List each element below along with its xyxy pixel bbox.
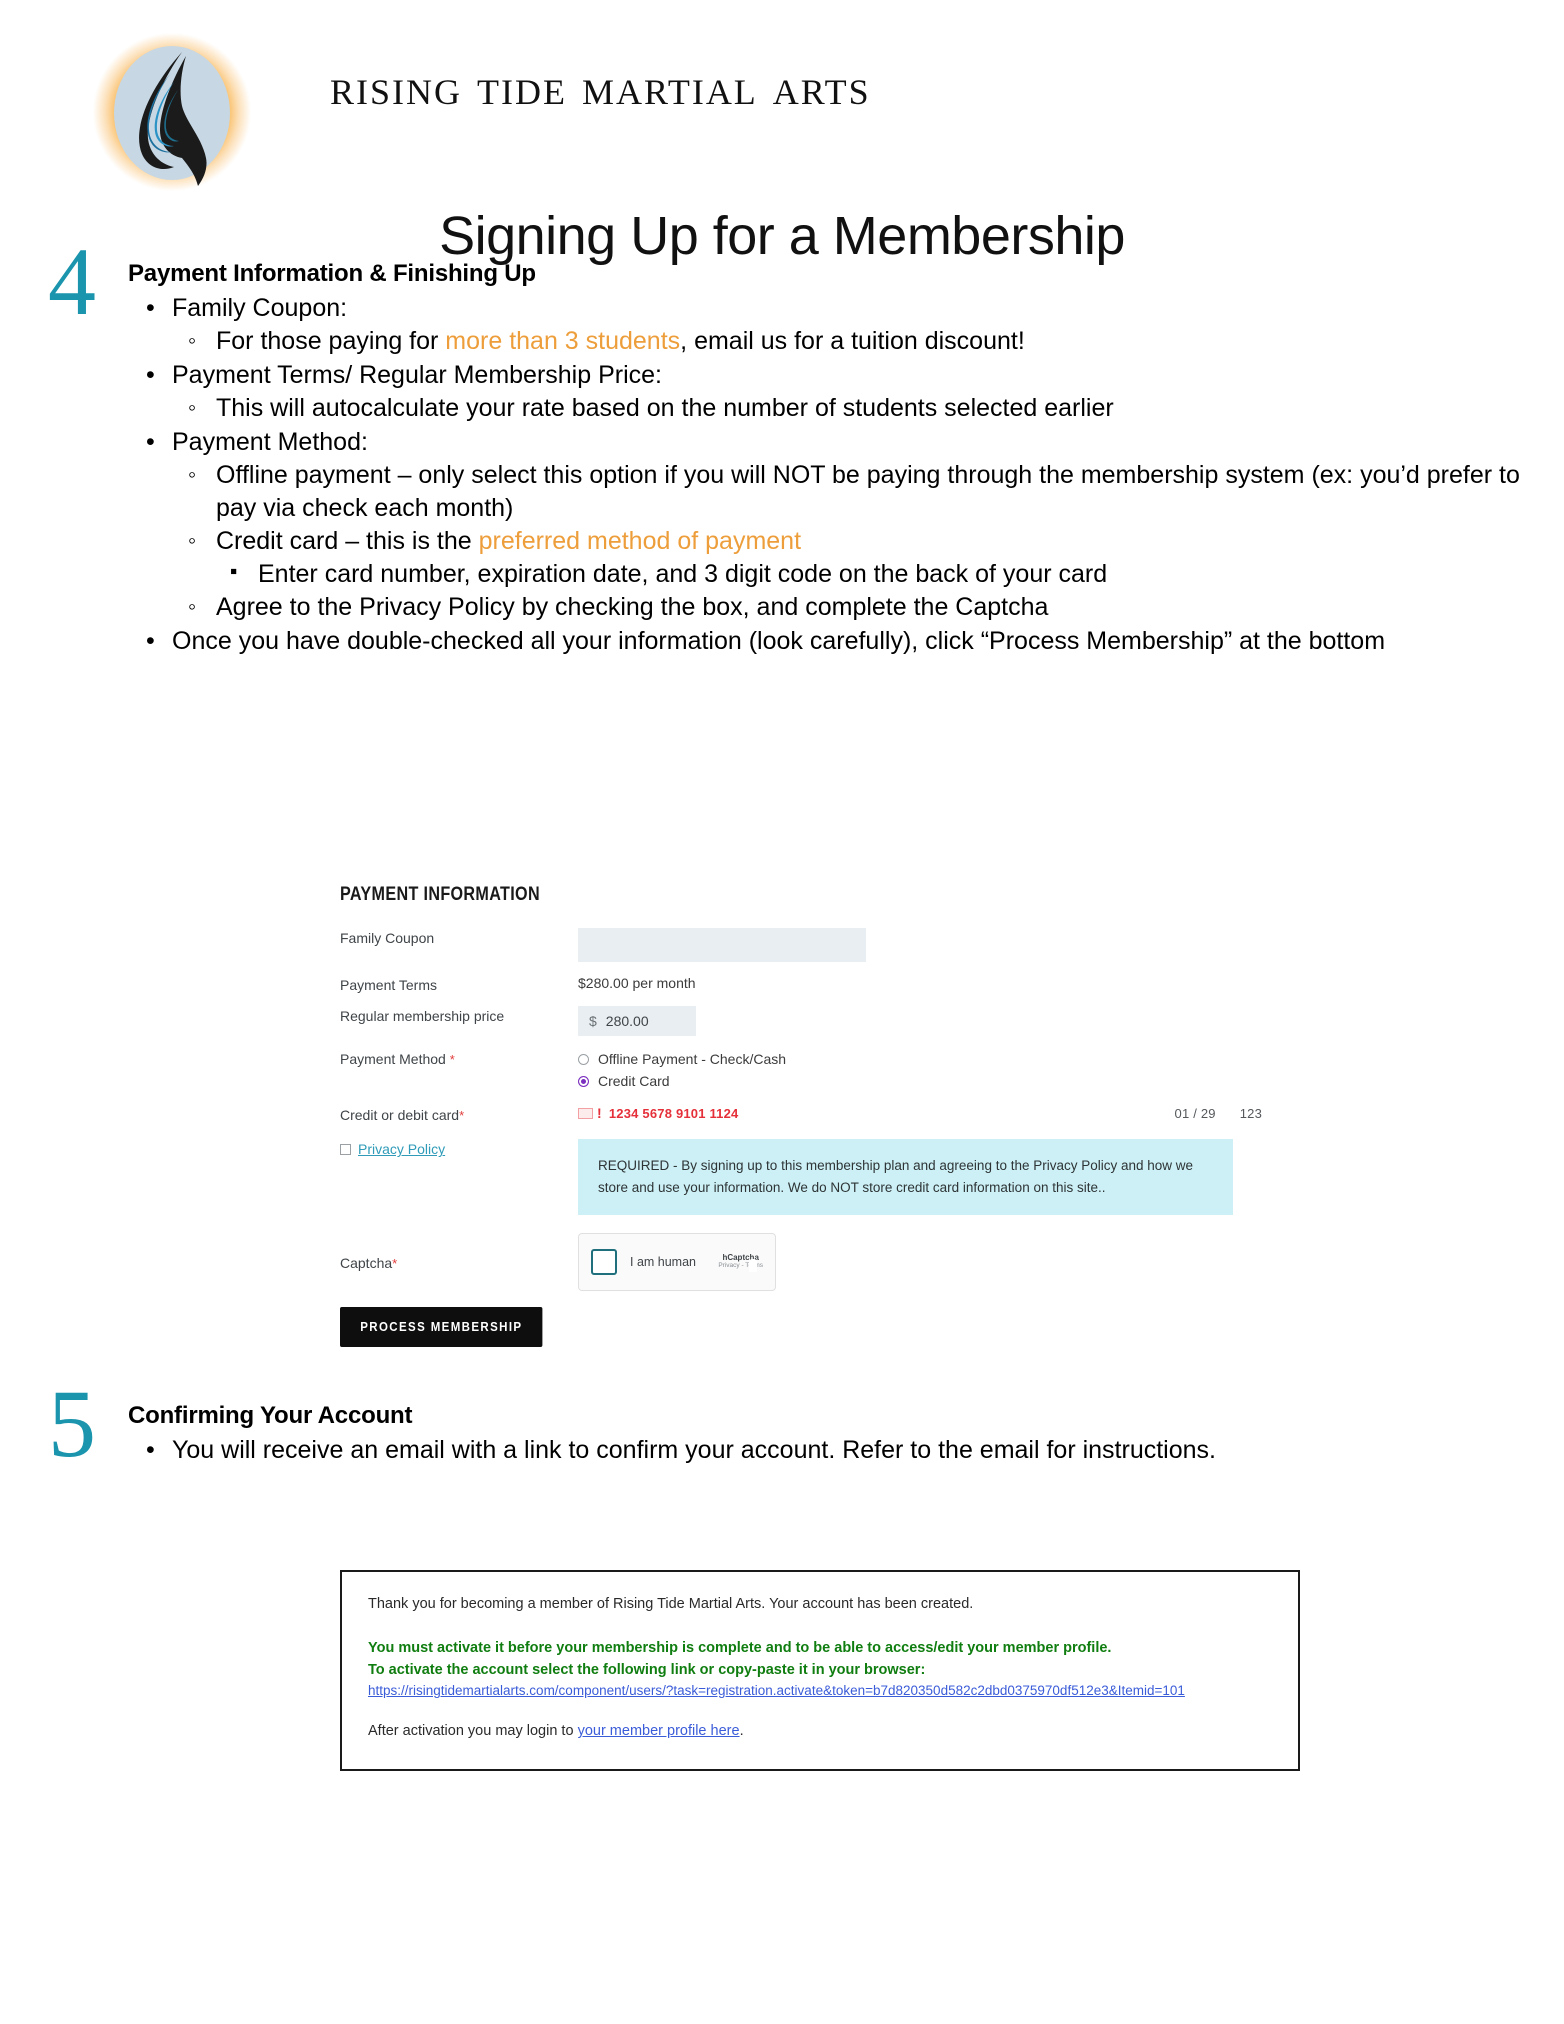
privacy-policy-row	[340, 1139, 1280, 1214]
email-thankyou-line: Thank you for becoming a member of Rising Tide Martial Arts. Your account has been created.	[368, 1596, 974, 1612]
radio-icon[interactable]	[578, 1054, 589, 1065]
credit-card-number: 1234 5678 9101 1124	[608, 1105, 739, 1121]
captcha-widget-wrap	[578, 1233, 1280, 1291]
email-activate-notice: You must activate it before your membership is complete and to be able to access/edit your member profile.	[368, 1639, 1112, 1656]
text-fragment: For those paying for	[216, 327, 446, 355]
step-5-section	[0, 1370, 1564, 1477]
email-spacer-2	[368, 1703, 1272, 1721]
credit-card-label-text: Credit or debit card	[340, 1107, 460, 1124]
list-item	[216, 558, 1564, 591]
list-item	[128, 359, 1564, 425]
step-4-sublist-3	[172, 459, 1564, 624]
step-5-list	[128, 1434, 1564, 1467]
captcha-label	[340, 1233, 578, 1271]
list-item	[128, 426, 1564, 624]
warning-icon: !	[597, 1105, 602, 1122]
credit-card-fields	[578, 1105, 1280, 1121]
privacy-notice-wrap	[578, 1139, 1280, 1214]
regular-price-amount: 280.00	[605, 1013, 649, 1029]
payment-method-options	[578, 1049, 1280, 1092]
payment-terms-label: Payment Terms	[340, 977, 437, 993]
credit-card-extra	[1175, 1106, 1280, 1121]
step-4-sublist-3a	[216, 558, 1564, 591]
family-coupon-value	[578, 928, 1280, 962]
payment-method-label	[340, 1049, 578, 1067]
list-item	[172, 525, 1564, 591]
step-4-list	[128, 292, 1564, 658]
member-profile-link[interactable]: your member profile here	[577, 1723, 740, 1739]
payment-form-screenshot	[340, 884, 1280, 1360]
email-after-activation	[368, 1721, 1272, 1743]
step-number-4: 4	[48, 228, 96, 335]
credit-card-expiry: 01 / 29	[1174, 1105, 1216, 1121]
regular-price-value	[578, 1006, 1280, 1036]
highlight-preferred-method: preferred method of payment	[478, 527, 802, 555]
text-fragment: , email us for a tuition discount!	[680, 327, 1025, 355]
captcha-label-text: Captcha	[340, 1254, 393, 1271]
step-4-heading: Payment Information & Finishing Up	[128, 260, 536, 287]
list-item	[172, 459, 1564, 525]
list-item	[128, 625, 1564, 658]
brand-title: rising tide martial arts	[330, 59, 871, 116]
logo-wave-icon	[86, 26, 258, 198]
credit-card-input[interactable]	[578, 1105, 1280, 1121]
radio-selected-icon[interactable]	[578, 1076, 589, 1087]
page-header	[0, 0, 1564, 266]
process-button-row	[340, 1305, 1280, 1347]
step-4-sublist-1	[172, 325, 1564, 358]
bullet-payment-terms: • Payment Terms/ Regular Membership Price:	[172, 359, 1564, 392]
hcaptcha-privacy-terms[interactable]: Privacy - Terms	[718, 1262, 763, 1270]
list-item	[172, 325, 1564, 358]
page-title: Signing Up for a Membership	[439, 206, 1125, 266]
hcaptcha-widget[interactable]	[578, 1233, 776, 1291]
credit-card-row	[340, 1105, 1280, 1123]
privacy-policy-checkbox-group[interactable]	[340, 1141, 578, 1157]
privacy-policy-label	[340, 1139, 578, 1157]
required-asterisk: *	[459, 1108, 465, 1124]
highlight-more-than-3-students: more than 3 students	[445, 327, 681, 355]
credit-card-icon	[578, 1108, 593, 1119]
captcha-checkbox-label: I am human	[630, 1254, 697, 1269]
payment-information-title: PAYMENT INFORMATION	[340, 884, 540, 905]
email-activate-instruction: To activate the account select the following link or copy-paste it in your browser:	[368, 1661, 926, 1678]
process-membership-button[interactable]: PROCESS MEMBERSHIP	[340, 1307, 543, 1347]
payment-terms-row	[340, 975, 1280, 993]
bullet-enter-card-details: ▪ Enter card number, expiration date, and 3 digit code on the back of your card	[258, 558, 1564, 591]
hcaptcha-branding	[718, 1254, 763, 1270]
text-fragment: .	[739, 1723, 744, 1739]
bullet-privacy-captcha: ◦ Agree to the Privacy Policy by checking the box, and complete the Captcha	[216, 591, 1564, 624]
checkbox-icon[interactable]	[340, 1144, 351, 1155]
text-fragment: Credit card – this is the	[216, 527, 479, 555]
family-coupon-input[interactable]	[578, 928, 866, 962]
required-asterisk: *	[449, 1052, 455, 1067]
privacy-policy-link[interactable]: Privacy Policy	[358, 1141, 446, 1158]
email-activation-link-wrap	[368, 1681, 1272, 1703]
step-4-sublist-2	[172, 392, 1564, 425]
required-asterisk: *	[392, 1255, 398, 1271]
step-5-heading: Confirming Your Account	[128, 1402, 413, 1429]
currency-symbol: $	[589, 1013, 597, 1029]
bullet-offline-payment: ◦ Offline payment – only select this option if you will NOT be paying through the membership system (ex: you’d prefer to pay via check each month)	[216, 459, 1564, 525]
bullet-credit-card	[216, 525, 1564, 558]
payment-method-label-text: Payment Method	[340, 1051, 446, 1067]
credit-card-label	[340, 1105, 578, 1123]
bullet-payment-method: • Payment Method:	[172, 426, 1564, 459]
bullet-confirm-email: • You will receive an email with a link to confirm your account. Refer to the email for instructions.	[172, 1434, 1564, 1467]
regular-price-input[interactable]	[578, 1006, 696, 1036]
list-item	[128, 1434, 1564, 1467]
list-item	[128, 292, 1564, 358]
confirmation-email-screenshot	[340, 1570, 1300, 1771]
family-coupon-row	[340, 928, 1280, 962]
privacy-notice: REQUIRED - By signing up to this membership plan and agreeing to the Privacy Policy and how we store and use your information. We do NOT store credit card information on this site..	[578, 1139, 1233, 1214]
bullet-autocalculate: ◦ This will autocalculate your rate based on the number of students selected earlier	[216, 392, 1564, 425]
list-item	[172, 392, 1564, 425]
process-button-spacer	[340, 1305, 578, 1347]
rising-tide-logo	[86, 26, 258, 198]
family-coupon-label: Family Coupon	[340, 930, 435, 946]
bullet-family-coupon: • Family Coupon:	[172, 292, 1564, 325]
credit-card-cvc: 123	[1239, 1105, 1262, 1121]
bullet-double-check: • Once you have double-checked all your information (look carefully), click “Process Membership” at the bottom	[172, 625, 1564, 658]
radio-credit-card-label: Credit Card	[598, 1072, 670, 1089]
hcaptcha-name: hCaptcha	[722, 1252, 759, 1262]
payment-terms-value: $280.00 per month	[578, 975, 696, 991]
list-item	[172, 591, 1564, 624]
radio-option-credit-card[interactable]	[578, 1071, 1280, 1093]
text-fragment: After activation you may login to	[368, 1723, 578, 1739]
regular-price-label: Regular membership price	[340, 1008, 505, 1024]
radio-option-offline[interactable]	[578, 1049, 1280, 1071]
captcha-row	[340, 1233, 1280, 1291]
regular-price-row	[340, 1006, 1280, 1036]
radio-offline-label: Offline Payment - Check/Cash	[598, 1051, 787, 1067]
payment-method-row	[340, 1049, 1280, 1092]
email-activation-link[interactable]: https://risingtidemartialarts.com/component/users/?task=registration.activate&token=b7d820350d582c2dbd0375970df512e3&Itemid=101	[368, 1683, 1185, 1699]
step-number-5: 5	[48, 1370, 96, 1477]
email-spacer	[368, 1616, 1272, 1638]
bullet-family-coupon-detail	[216, 325, 1564, 358]
captcha-checkbox-icon[interactable]	[591, 1249, 617, 1275]
